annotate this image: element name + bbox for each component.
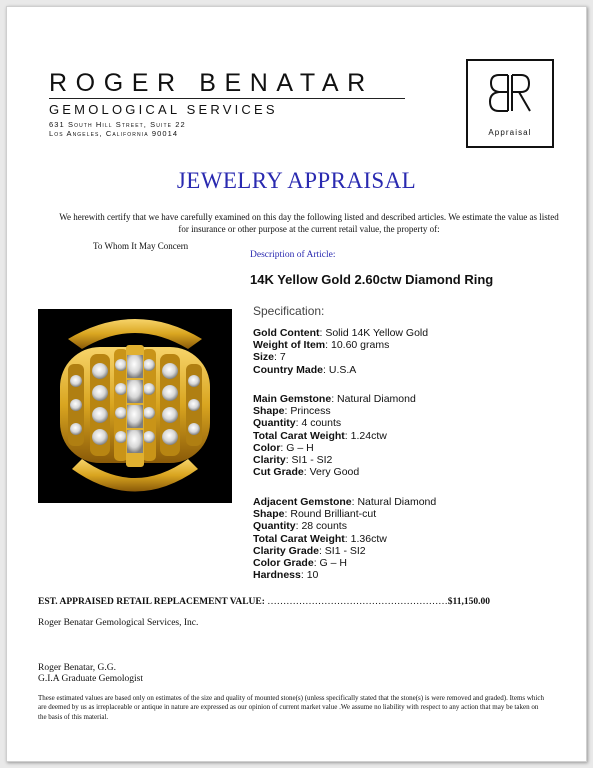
spec-row: Total Carat Weight: 1.24ctw — [253, 429, 387, 442]
diamond-ring-image — [38, 309, 232, 503]
spec-key: Total Carat Weight — [253, 429, 345, 442]
value-leader: ………………………………………………… — [267, 597, 448, 607]
br-monogram-icon — [486, 71, 534, 115]
spec-key: Shape — [253, 405, 285, 418]
spec-value: SI1 - SI2 — [324, 544, 366, 557]
spec-row: Country Made: U.S.A — [253, 363, 357, 376]
spec-group-main-gemstone — [253, 393, 416, 478]
spec-row: Shape: Princess — [253, 405, 331, 418]
spec-value: 4 counts — [301, 417, 342, 430]
spec-value: U.S.A — [328, 363, 357, 376]
spec-key: Clarity Grade — [253, 544, 319, 557]
spec-value: 1.36ctw — [350, 532, 387, 545]
spec-key: Clarity — [253, 454, 286, 467]
spec-value: Natural Diamond — [357, 496, 437, 508]
appraisal-logo — [466, 59, 554, 148]
appraised-value — [38, 597, 490, 607]
spec-value: 28 counts — [301, 520, 347, 533]
spec-row: Clarity Grade: SI1 - SI2 — [253, 544, 366, 557]
spec-key: Quantity — [253, 520, 296, 533]
spec-key: Adjacent Gemstone — [253, 496, 352, 508]
spec-group-metal — [253, 327, 428, 376]
spec-row: Quantity: 4 counts — [253, 417, 342, 430]
spec-key: Quantity — [253, 417, 296, 430]
spec-value: 10 — [306, 569, 319, 582]
item-title: 14K Yellow Gold 2.60ctw Diamond Ring — [250, 272, 494, 287]
spec-value: 7 — [279, 351, 286, 364]
description-label: Description of Article: — [250, 250, 336, 260]
spec-value: G – H — [319, 557, 347, 570]
spec-value: Princess — [290, 405, 331, 418]
spec-row: Quantity: 28 counts — [253, 520, 347, 533]
address-line-2: Los Angeles, California 90014 — [49, 129, 179, 138]
spec-row: Size: 7 — [253, 351, 286, 364]
appraisal-document — [6, 6, 587, 762]
firm-name: Roger Benatar Gemological Services, Inc. — [38, 618, 199, 628]
value-amount: $11,150.00 — [447, 597, 491, 607]
address-line-1: 631 South Hill Street, Suite 22 — [49, 120, 186, 129]
spec-key: Shape — [253, 508, 285, 521]
spec-key: Hardness — [253, 569, 301, 582]
spec-row: Hardness: 10 — [253, 569, 319, 582]
spec-value: 1.24ctw — [350, 429, 387, 442]
spec-row: Color: G – H — [253, 441, 314, 454]
specification-label: Specification: — [253, 304, 325, 318]
company-subtitle: GEMOLOGICAL SERVICES — [49, 102, 278, 117]
disclaimer: These estimated values are based only on estimates of the size and quality of mounted stone(s) (unless specifically stated that the stone(s) is were removed and graded). Items which are deemed by us as irreplaceable or antique in nature are expressed as our opinion of current market value .We assume no liability with respect to any action that may be taken on the basis of this material. — [38, 694, 544, 721]
spec-key: Color Grade — [253, 557, 314, 570]
value-label: EST. APPRAISED RETAIL REPLACEMENT VALUE: — [38, 597, 265, 607]
spec-value: G – H — [286, 441, 314, 454]
spec-row: Cut Grade: Very Good — [253, 466, 360, 479]
spec-row: Main Gemstone: Natural Diamond — [253, 393, 416, 405]
spec-value: 10.60 grams — [330, 339, 390, 352]
ring-photo — [38, 309, 232, 503]
spec-key: Weight of Item — [253, 339, 326, 352]
spec-value: Solid 14K Yellow Gold — [325, 327, 429, 339]
spec-row: Clarity: SI1 - SI2 — [253, 454, 333, 467]
spec-row: Weight of Item: 10.60 grams — [253, 339, 390, 352]
spec-row: Total Carat Weight: 1.36ctw — [253, 532, 387, 545]
spec-row: Shape: Round Brilliant-cut — [253, 508, 377, 521]
spec-key: Gold Content — [253, 327, 320, 339]
spec-row: Gold Content: Solid 14K Yellow Gold — [253, 327, 429, 339]
header-rule — [49, 98, 405, 99]
spec-value: SI1 - SI2 — [291, 454, 333, 467]
spec-value: Very Good — [309, 466, 360, 479]
spec-value: Round Brilliant-cut — [290, 508, 377, 521]
company-name: ROGER BENATAR — [49, 69, 374, 97]
spec-key: Size — [253, 351, 275, 364]
document-title: JEWELRY APPRAISAL — [176, 168, 417, 193]
signatory-title: G.I.A Graduate Gemologist — [38, 674, 144, 684]
recipient: To Whom It May Concern — [93, 241, 189, 251]
logo-caption: Appraisal — [488, 128, 532, 137]
spec-row: Adjacent Gemstone: Natural Diamond — [253, 496, 437, 508]
spec-value: Natural Diamond — [337, 393, 416, 405]
spec-key: Country Made — [253, 363, 324, 376]
spec-key: Total Carat Weight — [253, 532, 345, 545]
spec-group-adjacent-gemstone — [253, 496, 436, 581]
spec-key: Cut Grade — [253, 466, 304, 479]
spec-key: Color — [253, 441, 281, 454]
certification-intro: We herewith certify that we have carefully examined on this day the following listed and described articles. We estimate the value as listed for insurance or other purpose at the current retail value, the property of: — [59, 212, 559, 234]
signatory-name: Roger Benatar, G.G. — [38, 663, 116, 673]
spec-row: Color Grade: G – H — [253, 557, 347, 570]
spec-key: Main Gemstone — [253, 393, 332, 405]
